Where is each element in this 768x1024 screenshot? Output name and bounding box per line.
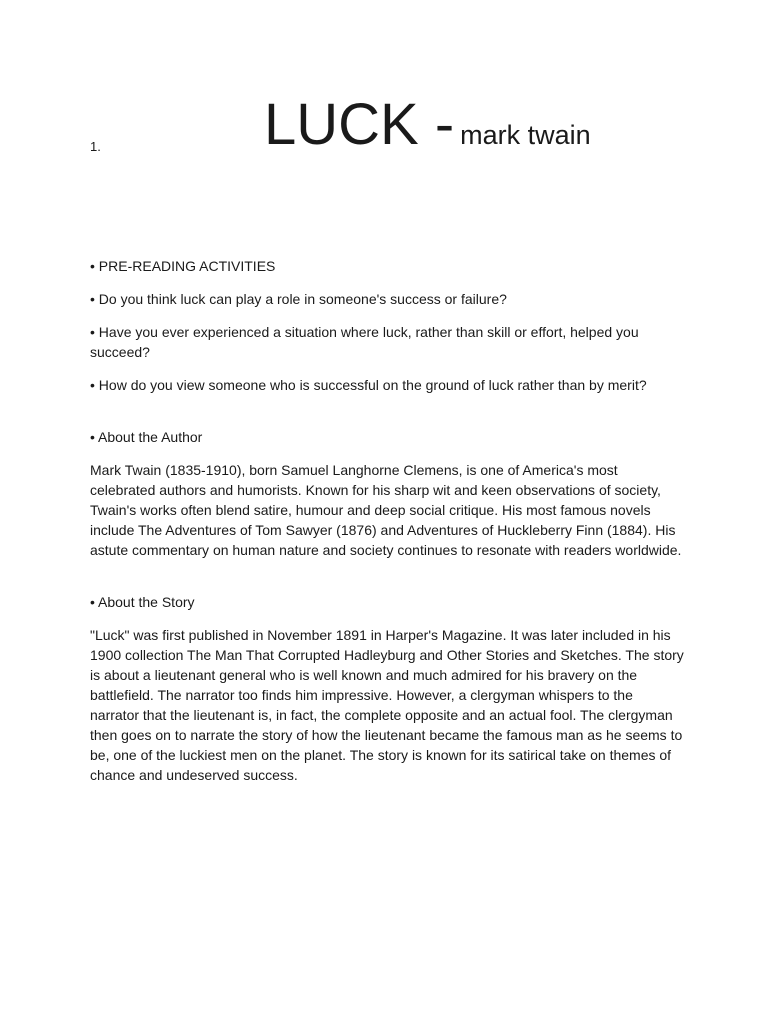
about-author-heading: • About the Author [90,429,203,445]
about-story-heading: • About the Story [90,594,195,610]
title-main: LUCK - [264,92,455,157]
about-story-text: "Luck" was first published in November 1891 in Harper's Magazine. It was later included in his 1900 collection The Man That Corrupted Hadleyburg and Other Stories and Sketches. The story is about a lieutenant general who is well known and much admired for his bravery on the battlefield. The narrator too finds him impressive. However, a clergyman whispers to the narrator that the lieutenant is, in fact, the complete opposite and an actual fool. The clergyman then goes on to narrate the story of how the lieutenant became the famous man as he seems to be, one of the luckiest men on the planet. The story is known for its satirical take on themes of chance and undeserved success. [90,627,684,783]
pre-reading-question: • How do you view someone who is successful on the ground of luck rather than by merit? [90,377,647,393]
document-body [90,256,684,798]
pre-reading-question: • Have you ever experienced a situation where luck, rather than skill or effort, helped you succeed? [90,324,639,360]
document-title [264,92,591,157]
title-author: mark twain [460,120,591,150]
pre-reading-heading: • PRE-READING ACTIVITIES [90,258,276,274]
item-number: 1. [90,139,101,154]
pre-reading-question: • Do you think luck can play a role in someone's success or failure? [90,291,507,307]
about-author-text: Mark Twain (1835-1910), born Samuel Langhorne Clemens, is one of America's most celebrated authors and humorists. Known for his sharp wit and keen observations of society, Twain's works often blend satire, humour and deep social critique. His most famous novels include The Adventures of Tom Sawyer (1876) and Adventures of Huckleberry Finn (1884). His astute commentary on human nature and society continues to resonate with readers worldwide. [90,462,682,558]
